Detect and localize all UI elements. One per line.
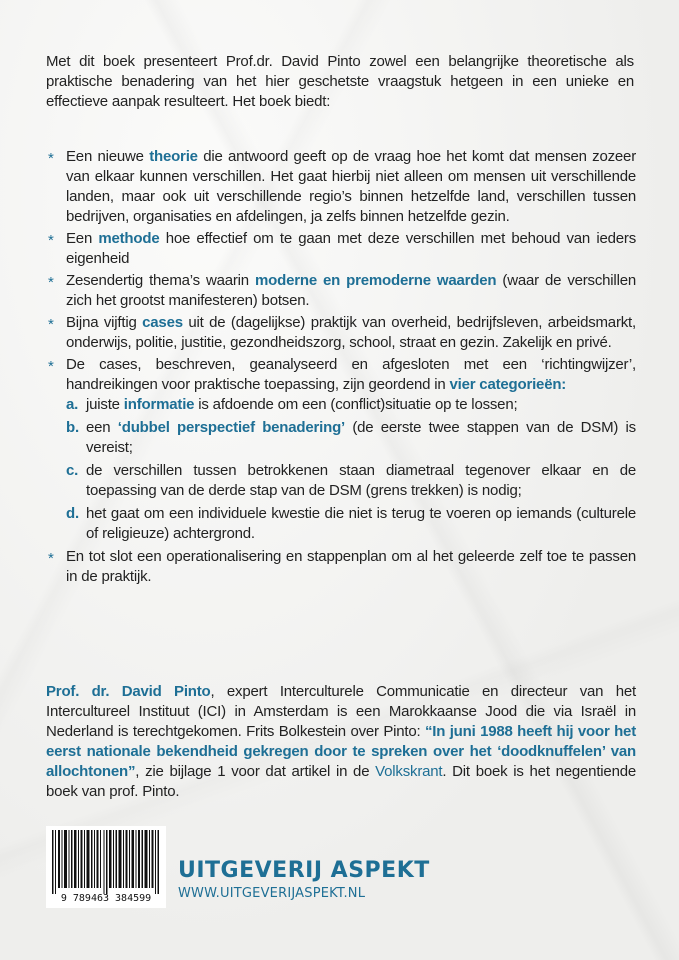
category-letter: b. [66,419,79,436]
category-item: d. het gaat om een individuele kwestie die niet is terug te voeren op iemands (culturele of religieuze) achtergrond. [66,505,636,542]
asterisk-icon: * [48,550,54,567]
publisher-url[interactable]: WWW.UITGEVERIJASPEKT.NL [178,886,366,901]
category-item: a. juiste informatie is afdoende om een (conflict)situatie op te lossen; [66,396,518,413]
publisher-name: UITGEVERIJ ASPEKT [178,858,430,883]
feature-list [46,147,636,589]
asterisk-icon: * [48,150,54,167]
list-item: * Een nieuwe theorie die antwoord geeft op de vraag hoe het komt dat mensen zozeer van elkaar kunnen verschillen. Het gaat hierbij niet alleen om mensen uit verschillende landen, maar ook uit verschillende regio’s binnen hetzelfde land, verschillen tussen bedrijven, organisaties en afdelingen, ja zelfs binnen hetzelfde gezin. [48,148,636,225]
category-letter: d. [66,505,79,522]
list-item: * En tot slot een operationalisering en stappenplan om al het geleerde zelf toe te passen in de praktijk. [48,548,636,585]
category-letter: c. [66,462,79,479]
asterisk-icon: * [48,232,54,249]
category-letter: a. [66,396,79,413]
asterisk-icon: * [48,358,54,375]
category-item: c. de verschillen tussen betrokkenen staan diametraal tegenover elkaar en de toepassing van de derde stap van de DSM (grens trekken) is nodig; [66,462,636,499]
list-item: * Zesendertig thema’s waarin moderne en premoderne waarden (waar de verschillen zich het grootst manifesteren) botsen. [48,272,636,309]
list-item: * Bijna vijftig cases uit de (dagelijkse) praktijk van overheid, bedrijfsleven, arbeidsmarkt, onderwijs, politie, justitie, gezondheidszorg, school, straat en gezin. Zakelijk en privé. [48,314,636,351]
category-list [66,395,636,544]
asterisk-icon: * [48,316,54,333]
highlight-methode: methode [98,230,160,247]
intro-paragraph: Met dit boek presenteert Prof.dr. David Pinto zowel een belangrijke theoretische als praktische benadering van het hier geschetste vraagstuk hetgeen in een unieke en effectieve aanpak resulteert. Het boek biedt: [46,53,634,110]
list-item: * De cases, beschreven, geanalyseerd en afgesloten met een ‘richtingwijzer’, handreikingen voor praktische toepassing, zijn geordend in vier categorieën: a. juiste informatie is afdoende om een (conflict)situatie op te lossen; b. een ‘dubbel perspectief benadering’ (de eerste twee stappen van de DSM) is vereist; c. de verschillen tussen betrokkenen staan diametraal tegenover elkaar en de toepassing van de derde stap van de DSM (grens trekken) is nodig; d. het gaat om een individuele kwestie die niet is terug te voeren op iemands (culturele of religieuze) achtergrond. [48,356,636,542]
barcode-bars [46,826,166,894]
isbn-number: 9 789463 384599 [60,893,152,904]
highlight-categorieen: vier categorieën: [449,376,567,393]
author-bio: Prof. dr. David Pinto, expert Interculturele Communicatie en directeur van het Intercultureel Instituut (ICI) in Amsterdam is een Marokkaanse Jood die via Israël in Nederland is terechtgekomen. Frits Bolkestein over Pinto: “In juni 1988 heeft hij voor het eerst nationale bekendheid gekregen door te spreken over het ‘doodknuffelen’ van allochtonen”, zie bijlage 1 voor dat artikel in de Volkskrant. Dit boek is het negentiende boek van prof. Pinto. [46,683,636,800]
highlight-theorie: theorie [149,148,198,165]
category-item: b. een ‘dubbel perspectief benadering’ (de eerste twee stappen van de DSM) is vereist; [66,419,636,456]
highlight-cases: cases [142,314,183,331]
newspaper-name: Volkskrant [375,763,443,780]
list-item: * Een methode hoe effectief om te gaan met deze verschillen met behoud van ieders eigenheid [48,230,636,267]
bolkestein-quote: “In juni 1988 heeft hij voor het eerst nationale bekendheid gekregen door te spreken over het ‘doodknuffelen’ van allochtonen” [46,723,636,780]
asterisk-icon: * [48,274,54,291]
author-name: Prof. dr. David Pinto [46,683,211,700]
highlight-waarden: moderne en premoderne waarden [255,272,497,289]
